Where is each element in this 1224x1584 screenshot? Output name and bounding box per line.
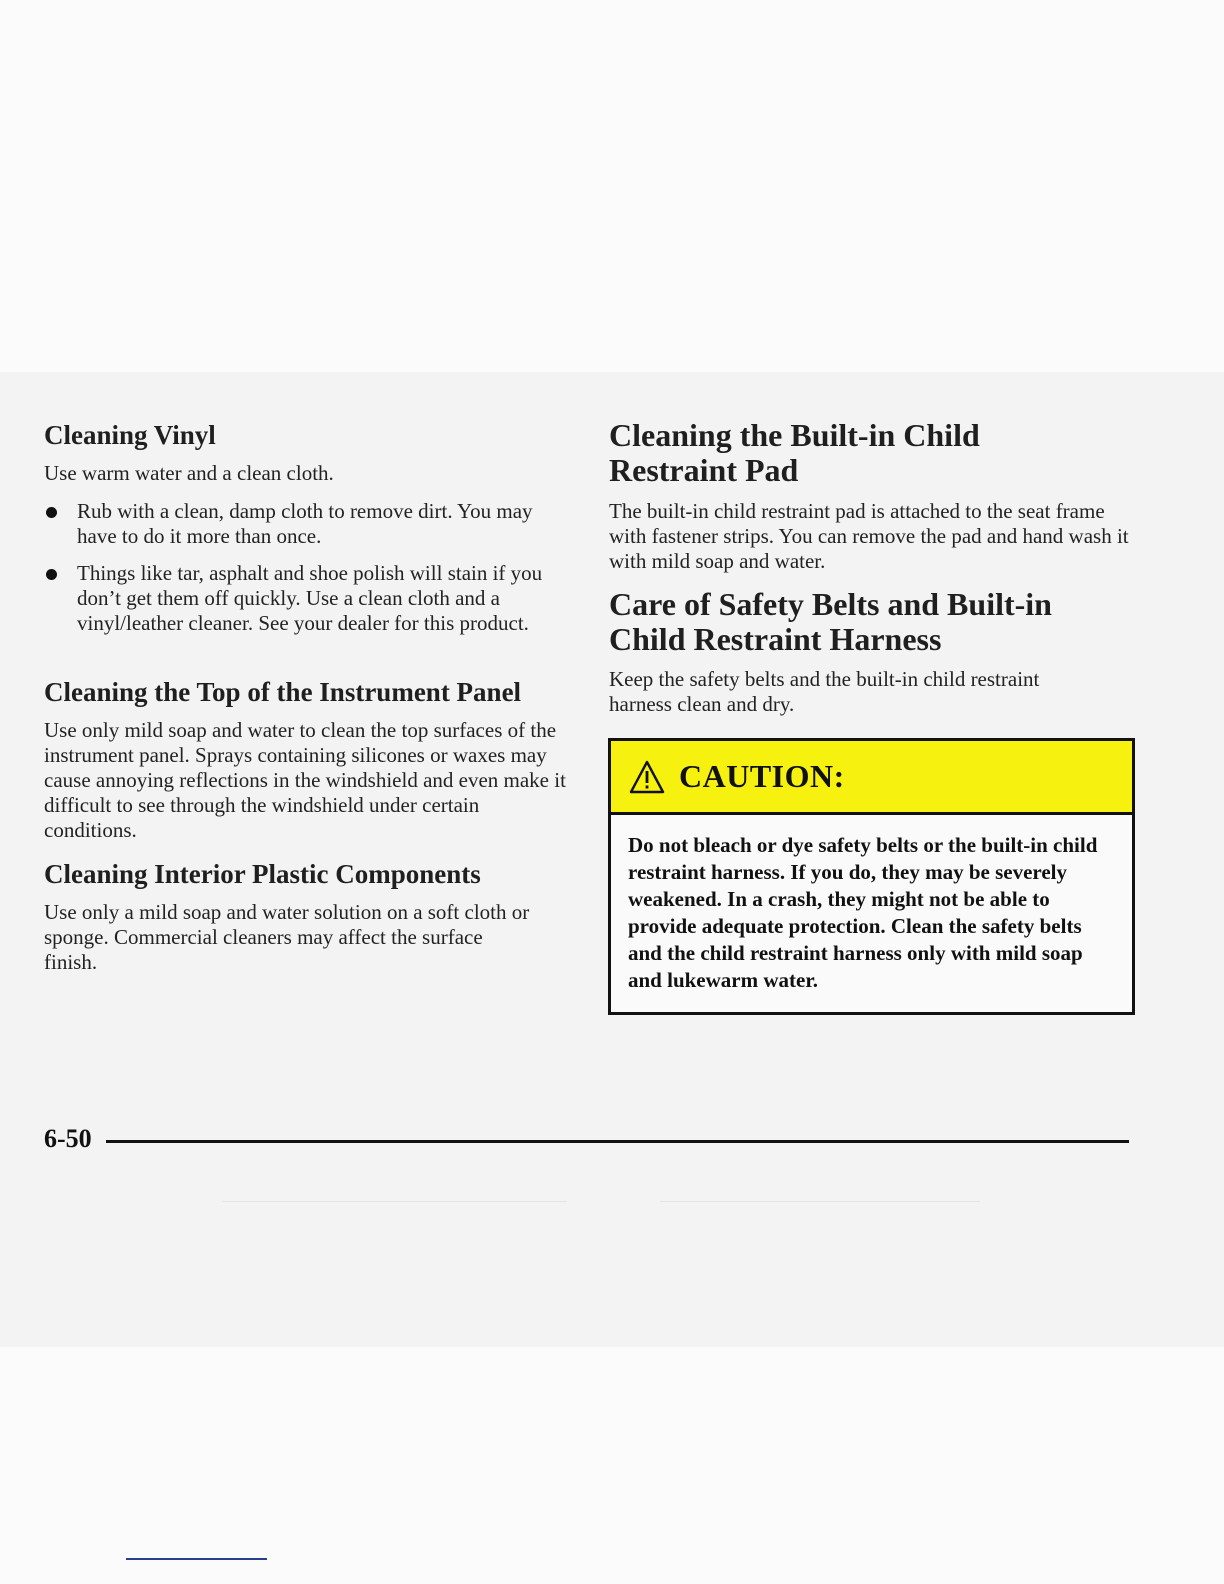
section-title-instrument-panel: Cleaning the Top of the Instrument Panel — [44, 677, 522, 707]
bullet-icon — [46, 507, 57, 518]
bullet-icon — [46, 569, 57, 580]
section-title-cleaning-vinyl: Cleaning Vinyl — [44, 420, 216, 450]
section-title-plastic-components: Cleaning Interior Plastic Components — [44, 859, 481, 889]
section-body-plastic-components: Use only a mild soap and water solution on a soft cloth or sponge. Commercial cleaners may affect the surface finish. — [44, 900, 530, 974]
page-number: 6-50 — [44, 1124, 92, 1153]
warning-triangle-icon — [629, 760, 665, 794]
footer-divider — [106, 1140, 1129, 1143]
caution-box — [608, 738, 1135, 1015]
faint-divider-left — [222, 1201, 567, 1202]
section-body-instrument-panel: Use only mild soap and water to clean the top surfaces of the instrument panel. Sprays containing silicones or waxes may cause annoying reflections in the windshield and even make it difficult to see through the windshield under certain conditions. — [44, 718, 566, 842]
list-item — [44, 499, 544, 549]
bottom-underline — [126, 1558, 267, 1560]
faint-divider-right — [660, 1201, 980, 1202]
section-title-child-restraint-pad: Cleaning the Built-in Child Restraint Pad — [609, 417, 980, 489]
caution-title: CAUTION: — [679, 758, 845, 794]
bullet-list-cleaning-vinyl — [44, 499, 544, 636]
section-intro-cleaning-vinyl: Use warm water and a clean cloth. — [44, 461, 334, 485]
section-title-safety-belts: Care of Safety Belts and Built-in Child Restraint Harness — [609, 586, 1052, 658]
caution-header — [611, 741, 1132, 815]
list-item-text: Rub with a clean, damp cloth to remove dirt. You may have to do it more than once. — [77, 499, 533, 548]
caution-text: Do not bleach or dye safety belts or the built-in child restraint harness. If you do, they may be severely weakened. In a crash, they might not be able to provide adequate protection. Clean the safety belts and the child restraint harness only with mild soap and lukewarm water. — [628, 833, 1098, 992]
list-item-text: Things like tar, asphalt and shoe polish will stain if you don’t get them off quickly. Use a clean cloth and a vinyl/leather cleaner. See your dealer for this product. — [77, 561, 543, 635]
section-body-child-restraint-pad: The built-in child restraint pad is attached to the seat frame with fastener strips. You can remove the pad and hand wash it with mild soap and water. — [609, 499, 1129, 573]
section-body-safety-belts: Keep the safety belts and the built-in child restraint harness clean and dry. — [609, 667, 1040, 716]
list-item — [44, 561, 544, 636]
